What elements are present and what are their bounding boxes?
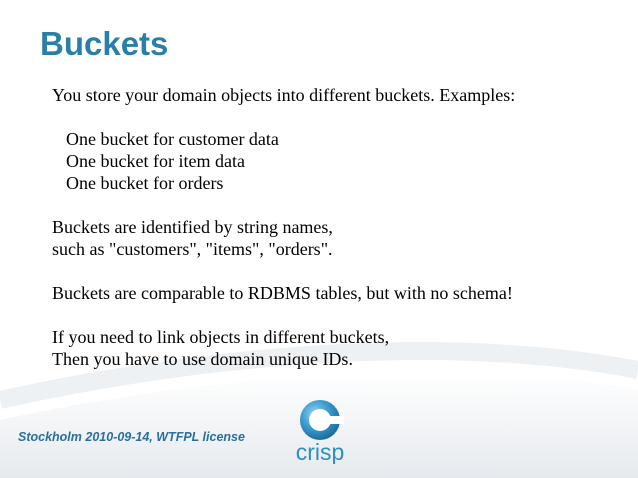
example-line-3: One bucket for orders [66,173,224,193]
example-line-1: One bucket for customer data [66,129,279,149]
logo-wordmark: crisp [295,439,345,464]
crisp-logo [284,398,356,464]
intro-line: You store your domain objects into different buckets. Examples: [52,85,516,105]
identified-line-2: such as "customers", "items", "orders". [52,239,333,259]
identified-line-1: Buckets are identified by string names, [52,217,333,237]
slide-title: Buckets [40,25,169,62]
example-line-2: One bucket for item data [66,151,245,171]
link-line-1: If you need to link objects in different buckets, [52,327,390,347]
comparison-line: Buckets are comparable to RDBMS tables, but with no schema! [52,283,513,303]
slide-body [52,84,612,370]
link-line-2: Then you have to use domain unique IDs. [52,349,353,369]
footer-text: Stockholm 2010-09-14, WTFPL license [18,430,245,444]
